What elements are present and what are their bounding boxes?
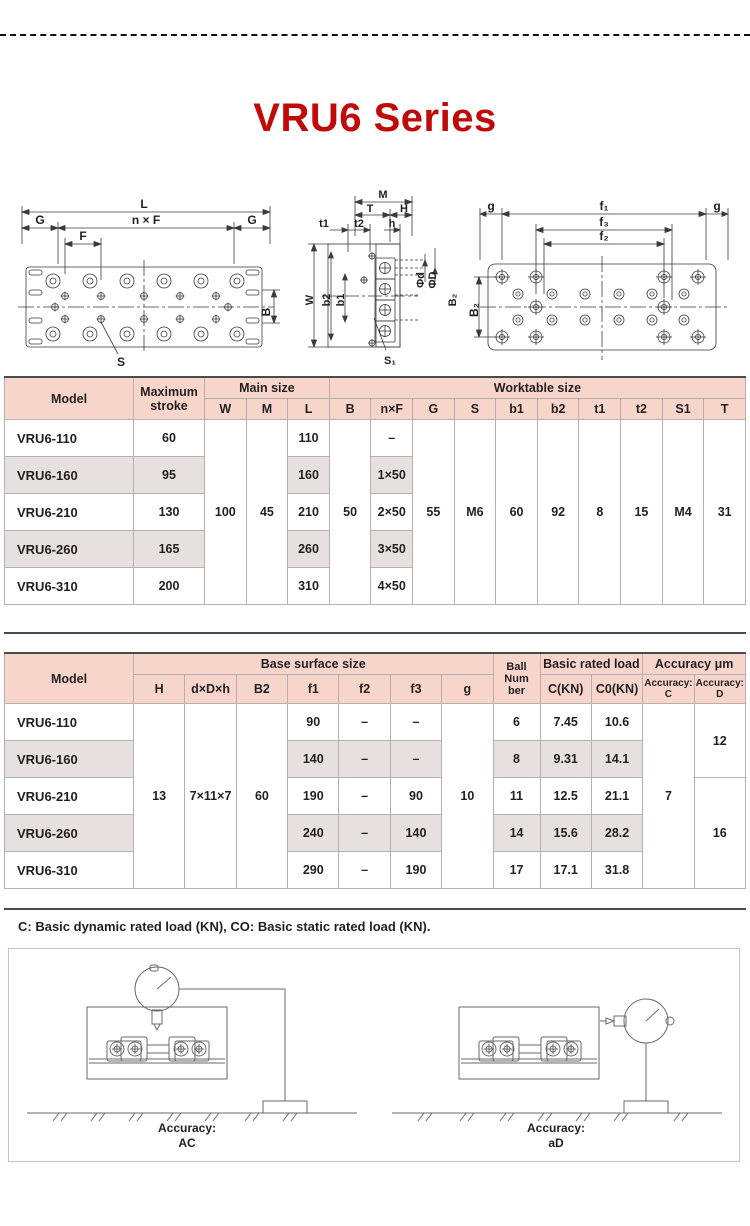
technical-drawings	[0, 182, 750, 372]
svg-text:b1: b1	[335, 293, 347, 307]
cell-W: 100	[205, 420, 247, 605]
accuracy-ac-caption-line2: AC	[178, 1136, 196, 1150]
svg-text:B₂: B₂	[467, 303, 481, 317]
header-col-W: W	[205, 399, 247, 420]
cell-dDh: 7×11×7	[185, 704, 236, 889]
cell-b2: 92	[537, 420, 579, 605]
cell-f2: –	[339, 778, 390, 815]
cell-model: VRU6-160	[5, 457, 134, 494]
accuracy-ad-caption	[476, 1121, 636, 1151]
svg-text:n × F: n × F	[131, 213, 161, 227]
cell-g: 10	[442, 704, 493, 889]
header-col-accuracy-c: Accuracy: C	[643, 675, 694, 704]
header-col-B: B	[329, 399, 371, 420]
cell-f3: –	[390, 741, 441, 778]
cell-L: 260	[288, 531, 330, 568]
header-basic-rated-load: Basic rated load	[540, 653, 643, 675]
cell-model: VRU6-260	[5, 815, 134, 852]
cell-C0: 28.2	[591, 815, 642, 852]
cell-stroke: 60	[134, 420, 205, 457]
header-worktable-size: Worktable size	[329, 377, 745, 399]
cell-ball-number: 14	[493, 815, 540, 852]
cell-nF: 3×50	[371, 531, 413, 568]
cell-model: VRU6-210	[5, 494, 134, 531]
cell-f1: 290	[288, 852, 339, 889]
accuracy-diagrams-panel	[8, 948, 740, 1162]
svg-text:Φd: Φd	[415, 272, 427, 288]
cell-f1: 90	[288, 704, 339, 741]
header-maximum-stroke: Maximum stroke	[134, 377, 205, 420]
cell-nF: 2×50	[371, 494, 413, 531]
cell-S: M6	[454, 420, 496, 605]
cell-model: VRU6-260	[5, 531, 134, 568]
header-col-g: g	[442, 675, 493, 704]
header-col-C: C(KN)	[540, 675, 591, 704]
cell-C0: 21.1	[591, 778, 642, 815]
page-title: VRU6 Series	[253, 96, 497, 140]
cell-accuracy-d: 16	[694, 778, 745, 889]
cell-M: 45	[246, 420, 288, 605]
accuracy-ad-caption-line1: Accuracy:	[526, 1121, 586, 1135]
svg-text:T: T	[366, 203, 374, 215]
cell-H: 13	[134, 704, 185, 889]
header-model: Model	[5, 377, 134, 420]
header-col-T: T	[704, 399, 746, 420]
header-col-S1: S1	[662, 399, 704, 420]
cell-f1: 140	[288, 741, 339, 778]
cell-accuracy-c: 7	[643, 704, 694, 889]
header-col-dDh: d×D×h	[185, 675, 236, 704]
cell-G: 55	[413, 420, 455, 605]
cell-model: VRU6-310	[5, 852, 134, 889]
svg-text:S: S	[116, 355, 126, 369]
svg-text:ΦD: ΦD	[427, 271, 439, 289]
header-col-B2: B2	[236, 675, 287, 704]
cell-C: 9.31	[540, 741, 591, 778]
cell-L: 210	[288, 494, 330, 531]
cell-t1: 8	[579, 420, 621, 605]
cell-t2: 15	[621, 420, 663, 605]
svg-text:g: g	[713, 199, 721, 213]
header-col-nF: n×F	[371, 399, 413, 420]
svg-text:B₂: B₂	[447, 293, 459, 307]
header-col-f1: f1	[288, 675, 339, 704]
cell-f1: 190	[288, 778, 339, 815]
header-col-f3: f3	[390, 675, 441, 704]
cell-C0: 10.6	[591, 704, 642, 741]
accuracy-ad-diagram	[374, 949, 739, 1161]
header-ball-number: Ball Num ber	[493, 653, 540, 704]
svg-text:S₁: S₁	[384, 355, 396, 367]
header-main-size: Main size	[205, 377, 330, 399]
svg-text:G: G	[247, 213, 257, 227]
svg-text:H: H	[400, 203, 408, 215]
table1-bottom-rule	[4, 632, 746, 634]
cell-b1: 60	[496, 420, 538, 605]
accuracy-ad-caption-line2: aD	[548, 1136, 564, 1150]
header-col-accuracy-d: Accuracy: D	[694, 675, 745, 704]
cell-S1: M4	[662, 420, 704, 605]
svg-text:M: M	[378, 189, 388, 201]
cell-f3: 90	[390, 778, 441, 815]
cell-stroke: 130	[134, 494, 205, 531]
cell-model: VRU6-210	[5, 778, 134, 815]
cell-model: VRU6-110	[5, 704, 134, 741]
cell-f2: –	[339, 815, 390, 852]
load-and-accuracy-table	[4, 652, 746, 889]
cell-B2: 60	[236, 704, 287, 889]
load-note: C: Basic dynamic rated load (KN), CO: Basic static rated load (KN).	[18, 919, 431, 934]
header-col-t2: t2	[621, 399, 663, 420]
header-col-b2: b2	[537, 399, 579, 420]
cell-f2: –	[339, 704, 390, 741]
cell-L: 160	[288, 457, 330, 494]
table-row	[5, 420, 746, 457]
table-row	[5, 704, 746, 741]
table-row	[5, 741, 746, 778]
cell-f3: 190	[390, 852, 441, 889]
accuracy-ac-caption	[107, 1121, 267, 1151]
svg-text:f₁: f₁	[599, 199, 609, 213]
cell-model: VRU6-160	[5, 741, 134, 778]
cell-f2: –	[339, 741, 390, 778]
table-row	[5, 852, 746, 889]
table2-bottom-rule	[4, 908, 746, 910]
table-row	[5, 778, 746, 815]
cell-f3: –	[390, 704, 441, 741]
header-col-G: G	[413, 399, 455, 420]
worktable-top-view	[8, 182, 286, 372]
svg-text:h: h	[388, 218, 396, 230]
header-col-b1: b1	[496, 399, 538, 420]
cell-f1: 240	[288, 815, 339, 852]
svg-text:G: G	[35, 213, 45, 227]
svg-text:W: W	[304, 294, 316, 306]
svg-text:F: F	[79, 229, 87, 243]
cell-accuracy-d: 12	[694, 704, 745, 778]
table-row	[5, 815, 746, 852]
svg-text:t2: t2	[354, 218, 364, 230]
worktable-side-view	[300, 182, 460, 372]
cell-model: VRU6-110	[5, 420, 134, 457]
header-col-t1: t1	[579, 399, 621, 420]
accuracy-ac-diagram	[9, 949, 374, 1161]
svg-text:f₃: f₃	[599, 215, 609, 229]
accuracy-ac-caption-line1: Accuracy:	[157, 1121, 217, 1135]
svg-text:L: L	[140, 197, 148, 211]
header-base-surface-size: Base surface size	[134, 653, 494, 675]
header-model: Model	[5, 653, 134, 704]
cell-nF: –	[371, 420, 413, 457]
cell-stroke: 165	[134, 531, 205, 568]
svg-text:t1: t1	[319, 218, 329, 230]
cell-C0: 14.1	[591, 741, 642, 778]
cell-L: 310	[288, 568, 330, 605]
cell-ball-number: 17	[493, 852, 540, 889]
header-col-M: M	[246, 399, 288, 420]
cell-stroke: 95	[134, 457, 205, 494]
cell-B: 50	[329, 420, 371, 605]
header-col-f2: f2	[339, 675, 390, 704]
cell-nF: 4×50	[371, 568, 413, 605]
header-col-S: S	[454, 399, 496, 420]
svg-text:f₂: f₂	[599, 229, 609, 243]
worktable-bottom-view	[466, 182, 744, 372]
cell-model: VRU6-310	[5, 568, 134, 605]
cell-ball-number: 6	[493, 704, 540, 741]
cell-C: 15.6	[540, 815, 591, 852]
header-col-C0: C0(KN)	[591, 675, 642, 704]
header-col-L: L	[288, 399, 330, 420]
cell-C: 17.1	[540, 852, 591, 889]
cell-f2: –	[339, 852, 390, 889]
cell-stroke: 200	[134, 568, 205, 605]
svg-text:b2: b2	[321, 293, 333, 307]
cell-ball-number: 8	[493, 741, 540, 778]
cell-C: 7.45	[540, 704, 591, 741]
cut-line	[0, 34, 750, 36]
main-specification-table	[4, 376, 746, 605]
cell-L: 110	[288, 420, 330, 457]
cell-ball-number: 11	[493, 778, 540, 815]
svg-text:B: B	[259, 307, 273, 317]
cell-nF: 1×50	[371, 457, 413, 494]
cell-C0: 31.8	[591, 852, 642, 889]
cell-f3: 140	[390, 815, 441, 852]
cell-T: 31	[704, 420, 746, 605]
svg-text:g: g	[487, 199, 495, 213]
header-col-H: H	[134, 675, 185, 704]
header-accuracy: Accuracy μm	[643, 653, 746, 675]
cell-C: 12.5	[540, 778, 591, 815]
